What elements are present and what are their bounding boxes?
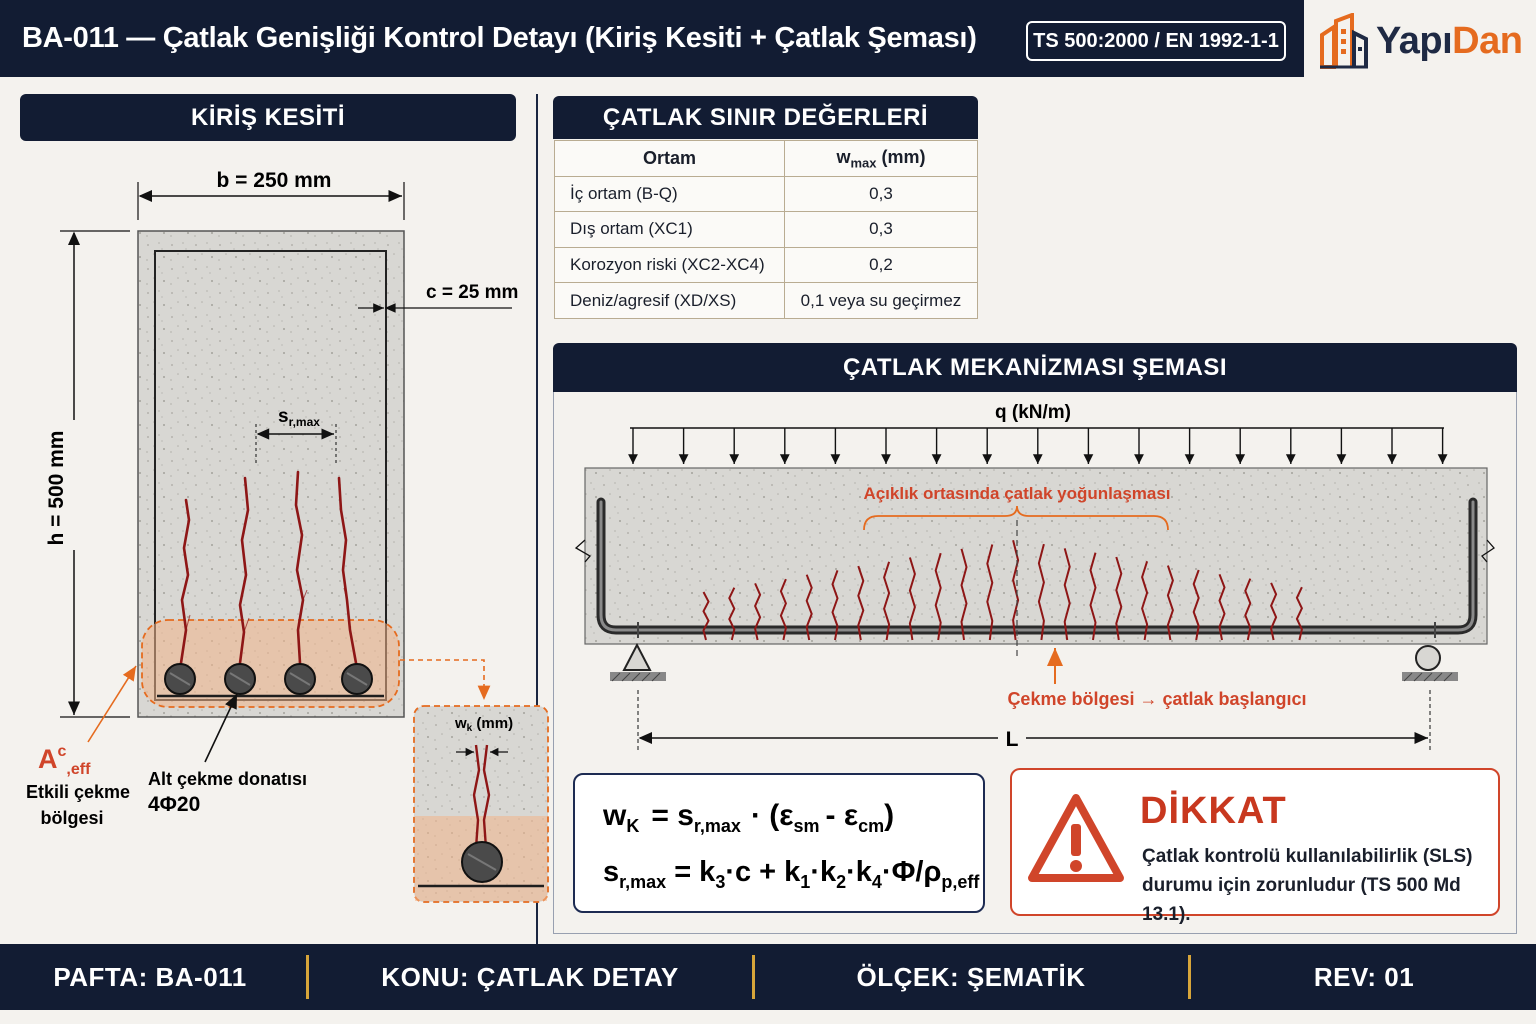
distributed-load-arrows — [633, 428, 1443, 464]
width-dimension-label: b = 250 mm — [216, 169, 332, 192]
height-dimension-label: h = 500 mm — [45, 430, 68, 546]
footer-revision: REV: 01 — [1313, 961, 1415, 992]
roller-support — [1402, 646, 1458, 681]
rebar-description: Alt çekme donatısı — [148, 769, 308, 789]
aeff-label: $A^c_{,eff}$ — [38, 743, 91, 778]
formula-crack-width: $w_K = s_{r,max} \cdot (\varepsilon_{sm} - \varepsilon_{cm})$ — [603, 799, 895, 836]
warning-triangle-icon — [1026, 790, 1126, 890]
footer-topic: KONU: ÇATLAK DETAY — [381, 961, 679, 992]
midspan-note: Açıklık ortasında çatlak yoğunlaşması — [863, 484, 1171, 503]
column-header-wmax: $w_{max}$ (mm) — [785, 141, 978, 177]
formula-crack-spacing: $s_{r,max} = k_3\cdot c + k_1\cdot k_2\cdot k_4\cdot\Phi/\rho_{p,eff}$ — [603, 856, 980, 892]
mechanism-beam-diagram — [576, 402, 1494, 752]
warning-box — [1010, 768, 1500, 925]
footer-sheet: PAFTA: BA-011 — [53, 961, 247, 992]
aeff-description-1: Etkili çekme — [25, 782, 131, 802]
table-row: Dış ortam (XC1) 0,3 — [555, 212, 978, 248]
aeff-description-2: bölgesi — [40, 808, 104, 828]
table-row: Deniz/agresif (XD/XS) 0,1 veya su geçirmez — [555, 283, 978, 319]
column-header-environment: Ortam — [555, 141, 785, 177]
page-title: BA-011 — Çatlak Genişliği Kontrol Detayı (Kiriş Kesiti + Çatlak Şeması) — [22, 22, 977, 54]
standard-badge: TS 500:2000 / EN 1992-1-1 — [1026, 21, 1286, 61]
warning-text: Çatlak kontrolü kullanılabilirlik (SLS) durumu için zorunludur (TS 500 Md 13.1). — [1142, 846, 1473, 925]
span-label: L — [1005, 728, 1019, 751]
formula-box — [573, 773, 985, 913]
rebar-count-label: 4Φ20 — [148, 793, 201, 816]
cover-dimension-label: c = 25 mm — [426, 282, 519, 303]
detail-wk-label: $w_k$ (mm) — [455, 715, 514, 734]
warning-title: DİKKAT — [1140, 790, 1287, 832]
spacing-label: $s_{r,max}$ — [278, 406, 320, 429]
section-heading-beam: KİRİŞ KESİTİ — [20, 94, 516, 141]
section-heading-limits: ÇATLAK SINIR DEĞERLERİ — [553, 96, 978, 139]
logo-text: YapıDan — [1376, 19, 1523, 62]
load-label: q (kN/m) — [995, 402, 1071, 423]
table-row: İç ortam (B-Q) 0,3 — [555, 176, 978, 212]
table-row: Korozyon riski (XC2-XC4) 0,2 — [555, 247, 978, 283]
section-heading-mechanism: ÇATLAK MEKANİZMASI ŞEMASI — [553, 343, 1517, 392]
footer-scale: ÖLÇEK: ŞEMATİK — [856, 961, 1086, 992]
crack-width-detail — [414, 706, 548, 902]
footer-bar — [0, 944, 1536, 1010]
tension-note: Çekme bölgesi → çatlak başlangıcı — [1007, 689, 1307, 709]
pin-support — [610, 645, 666, 681]
